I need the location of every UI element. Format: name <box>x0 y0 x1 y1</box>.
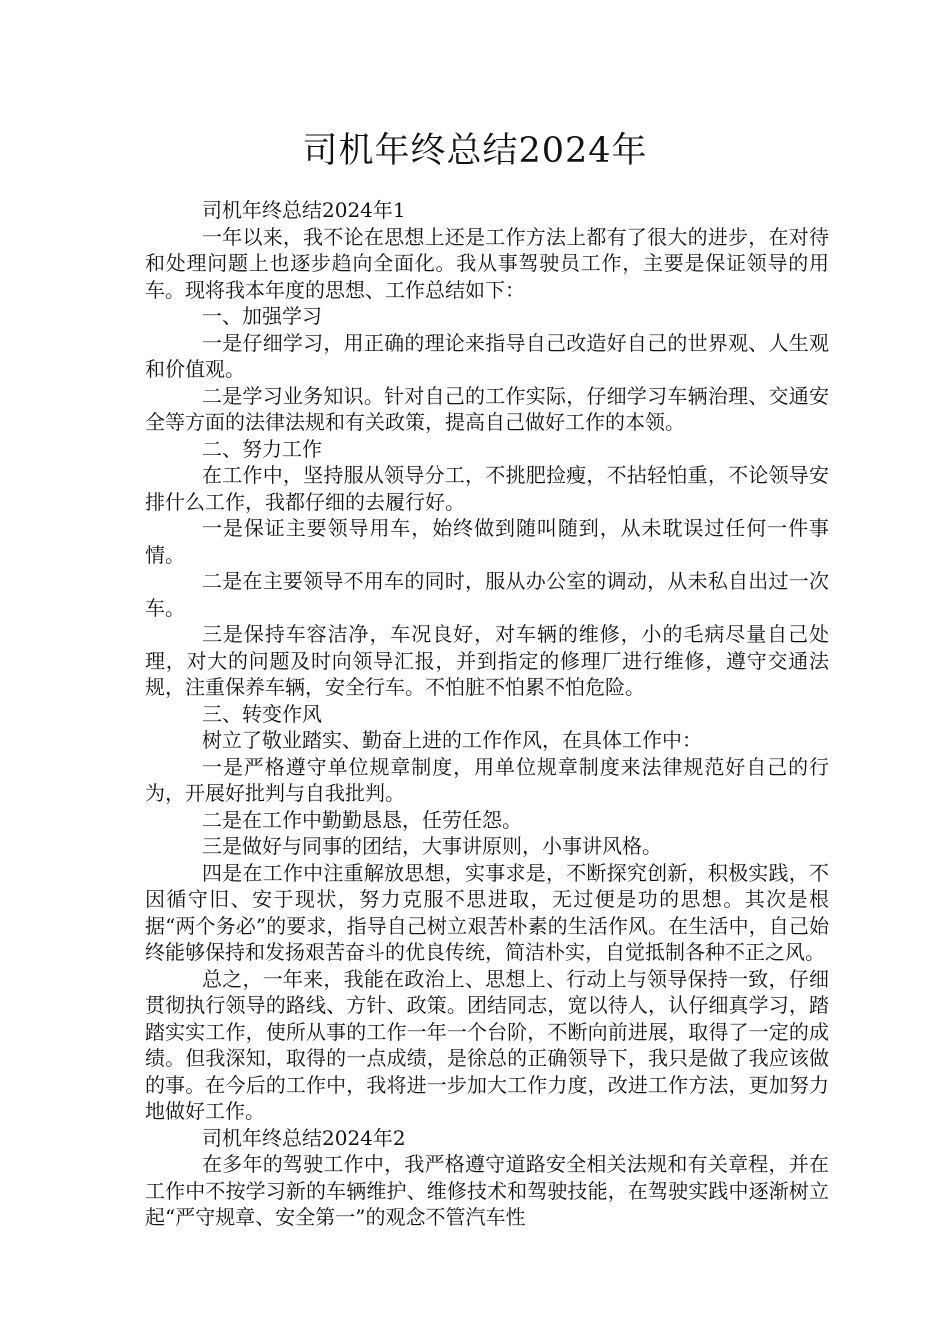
paragraph: 二是在主要领导不用车的同时，服从办公室的调动，从未私自出过一次车。 <box>145 569 829 620</box>
section-heading: 一、加强学习 <box>202 304 322 328</box>
paragraph: 在多年的驾驶工作中，我严格遵守道路安全相关法规和有关章程，并在工作中不按学习新的车辆维护、维修技术和驾驶技能，在驾驶实践中逐渐树立起“严守规章、安全第一”的观念不管汽车性 <box>145 1152 829 1229</box>
paragraph: 三是保持车容洁净，车况良好，对车辆的维修，小的毛病尽量自己处理，对大的问题及时向领导汇报，并到指定的修理厂进行维修，遵守交通法规，注重保养车辆，安全行车。不怕脏不怕累不怕危险。 <box>145 622 829 699</box>
paragraph: 二是在工作中勤勤恳恳，任劳任怨。 <box>202 807 522 832</box>
paragraph: 一是保证主要领导用车，始终做到随叫随到，从未耽误过任何一件事情。 <box>145 516 829 567</box>
paragraph: 树立了敬业踏实、勤奋上进的工作作风，在具体工作中： <box>202 728 702 752</box>
section-heading: 司机年终总结2024年1 <box>202 198 406 222</box>
paragraph: 一年以来，我不论在思想上还是工作方法上都有了很大的进步，在对待和处理问题上也逐步趋向全面化。我从事驾驶员工作，主要是保证领导的用车。现将我本年度的思想、工作总结如下： <box>145 224 829 302</box>
paragraph: 一是严格遵守单位规章制度，用单位规章制度来法律规范好自己的行为，开展好批判与自我批判。 <box>145 754 829 805</box>
document-title: 司机年终总结2024年 <box>302 131 648 171</box>
paragraph: 在工作中，坚持服从领导分工，不挑肥捡瘦，不拈轻怕重，不论领导安排什么工作，我都仔细的去履行好。 <box>145 463 829 514</box>
document-body <box>145 197 829 1231</box>
section-heading: 司机年终总结2024年2 <box>202 1125 406 1150</box>
paragraph: 四是在工作中注重解放思想，实事求是，不断探究创新，积极实践，不因循守旧、安于现状，努力克服不思进取，无过便是功的思想。其次是根据“两个务必”的要求，指导自己树立艰苦朴素的生活作风。在生活中，自己始终能够保持和发扬艰苦奋斗的优良传统，简洁朴实，自觉抵制各种不正之风。 <box>145 860 829 964</box>
paragraph: 一是仔细学习，用正确的理论来指导自己改造好自己的世界观、人生观和价值观。 <box>145 330 829 381</box>
section-heading: 三、转变作风 <box>202 701 322 726</box>
section-heading: 二、努力工作 <box>202 436 322 461</box>
paragraph: 总之，一年来，我能在政治上、思想上、行动上与领导保持一致，仔细贯彻执行领导的路线、方针、政策。团结同志，宽以待人，认仔细真学习，踏踏实实工作，使所从事的工作一年一个台阶，不断向前进展，取得了一定的成绩。但我深知，取得的一点成绩，是徐总的正确领导下，我只是做了我应该做的事。在今后的工作中，我将进一步加大工作力度，改进工作方法，更加努力地做好工作。 <box>145 966 829 1123</box>
paragraph: 三是做好与同事的团结，大事讲原则，小事讲风格。 <box>202 834 662 858</box>
paragraph: 二是学习业务知识。针对自己的工作实际，仔细学习车辆治理、交通安全等方面的法律法规和有关政策，提高自己做好工作的本领。 <box>145 383 829 434</box>
